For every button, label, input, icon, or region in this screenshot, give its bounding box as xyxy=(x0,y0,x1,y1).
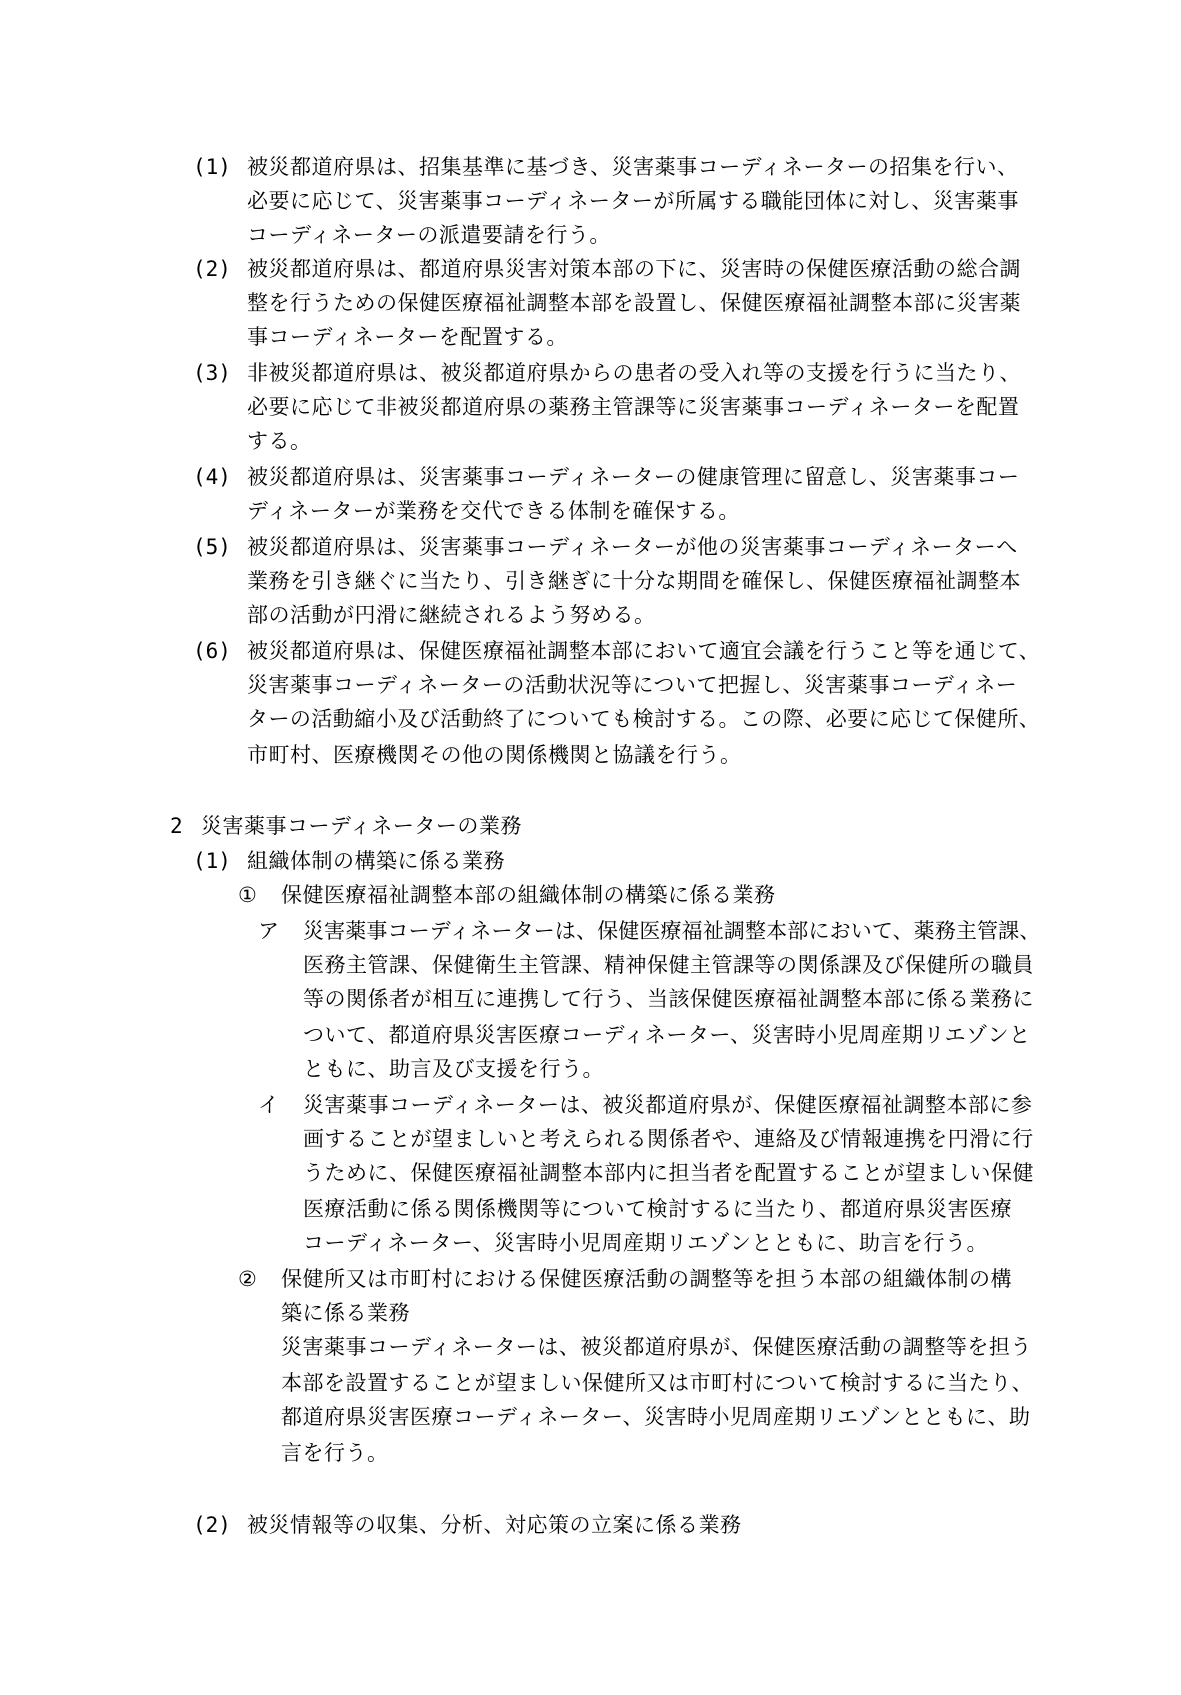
subsection-label: (2) xyxy=(193,1513,231,1537)
paragraph-line: 本部を設置することが望ましい保健所又は市町村について検討するに当たり、 xyxy=(281,1371,1034,1395)
item-text-line: 画することが望ましいと考えられる関係者や、連絡及び情報連携を円滑に行 xyxy=(303,1127,1034,1151)
numbered-item-title: 築に係る業務 xyxy=(281,1301,410,1325)
item-text-line: 災害薬事コーディネーターの活動状況等について把握し、災害薬事コーディネー xyxy=(247,673,1018,697)
item-text-line: 被災都道府県は、災害薬事コーディネーターの健康管理に留意し、災害薬事コー xyxy=(247,465,1020,489)
item-text-line: ターの活動縮小及び活動終了についても検討する。この際、必要に応じて保健所、 xyxy=(247,707,1041,731)
item-text-line: 災害薬事コーディネーターは、被災都道府県が、保健医療福祉調整本部に参 xyxy=(303,1093,1033,1117)
item-label: (6) xyxy=(193,639,231,663)
item-text-line: 市町村、医療機関その他の関係機関と協議を行う。 xyxy=(247,743,742,767)
item-label: (5) xyxy=(193,535,231,559)
item-text-line: うために、保健医療福祉調整本部内に担当者を配置することが望ましい保健 xyxy=(303,1161,1034,1185)
item-label: (3) xyxy=(193,361,231,385)
item-text-line: 医療活動に係る関係機関等について検討するに当たり、都道府県災害医療 xyxy=(303,1197,1013,1221)
item-label: ア xyxy=(258,919,279,943)
item-label: (4) xyxy=(193,465,231,489)
section-title: 災害薬事コーディネーターの業務 xyxy=(201,814,522,838)
item-text-line: 業務を引き継ぐに当たり、引き継ぎに十分な期間を確保し、保健医療福祉調整本 xyxy=(247,569,1021,593)
item-text-line: 医務主管課、保健衛生主管課、精神保健主管課等の関係課及び保健所の職員 xyxy=(303,953,1034,977)
item-label: (2) xyxy=(193,257,231,281)
item-text-line: 部の活動が円滑に継続されるよう努める。 xyxy=(247,603,656,627)
subsection-title: 組織体制の構築に係る業務 xyxy=(247,849,505,873)
item-label: (1) xyxy=(193,155,231,179)
item-text-line: ディネーターが業務を交代できる体制を確保する。 xyxy=(247,499,740,523)
item-text-line: 被災都道府県は、招集基準に基づき、災害薬事コーディネーターの招集を行い、 xyxy=(247,155,1019,179)
paragraph-line: 都道府県災害医療コーディネーター、災害時小児周産期リエゾンとともに、助 xyxy=(281,1405,1031,1429)
item-text-line: 事コーディネーターを配置する。 xyxy=(247,325,568,349)
item-text-line: コーディネーター、災害時小児周産期リエゾンとともに、助言を行う。 xyxy=(303,1231,989,1255)
paragraph-line: 災害薬事コーディネーターは、被災都道府県が、保健医療活動の調整等を担う xyxy=(281,1335,1032,1359)
item-text-line: 被災都道府県は、保健医療福祉調整本部において適宜会議を行うこと等を通じて、 xyxy=(247,639,1041,663)
item-text-line: 必要に応じて、災害薬事コーディネーターが所属する職能団体に対し、災害薬事 xyxy=(247,189,1019,213)
numbered-item-title: 保健医療福祉調整本部の組織体制の構築に係る業務 xyxy=(281,883,776,907)
item-text-line: する。 xyxy=(247,429,312,453)
subsection-title: 被災情報等の収集、分析、対応策の立案に係る業務 xyxy=(247,1513,742,1537)
item-text-line: 災害薬事コーディネーターは、保健医療福祉調整本部において、薬務主管課、 xyxy=(303,919,1041,943)
item-text-line: 整を行うための保健医療福祉調整本部を設置し、保健医療福祉調整本部に災害薬 xyxy=(247,291,1021,315)
item-text-line: ついて、都道府県災害医療コーディネーター、災害時小児周産期リエゾンと xyxy=(303,1023,1031,1047)
item-text-line: 非被災都道府県は、被災都道府県からの患者の受入れ等の支援を行うに当たり、 xyxy=(247,361,1021,385)
section-number: 2 xyxy=(170,814,183,838)
subsection-label: (1) xyxy=(193,849,231,873)
item-text-line: 等の関係者が相互に連携して行う、当該保健医療福祉調整本部に係る業務に xyxy=(303,987,1034,1011)
item-text-line: 被災都道府県は、都道府県災害対策本部の下に、災害時の保健医療活動の総合調 xyxy=(247,257,1021,281)
item-text-line: 被災都道府県は、災害薬事コーディネーターが他の災害薬事コーディネーターへ xyxy=(247,535,1018,559)
item-text-line: ともに、助言及び支援を行う。 xyxy=(303,1057,604,1081)
circled-number: ② xyxy=(238,1267,257,1291)
numbered-item-title: 保健所又は市町村における保健医療活動の調整等を担う本部の組織体制の構 xyxy=(281,1267,1012,1291)
item-text-line: コーディネーターの派遣要請を行う。 xyxy=(247,223,611,247)
item-label: イ xyxy=(258,1093,279,1117)
paragraph-line: 言を行う。 xyxy=(281,1441,389,1465)
item-text-line: 必要に応じて非被災都道府県の薬務主管課等に災害薬事コーディネーターを配置 xyxy=(247,395,1020,419)
circled-number: ① xyxy=(238,883,257,907)
